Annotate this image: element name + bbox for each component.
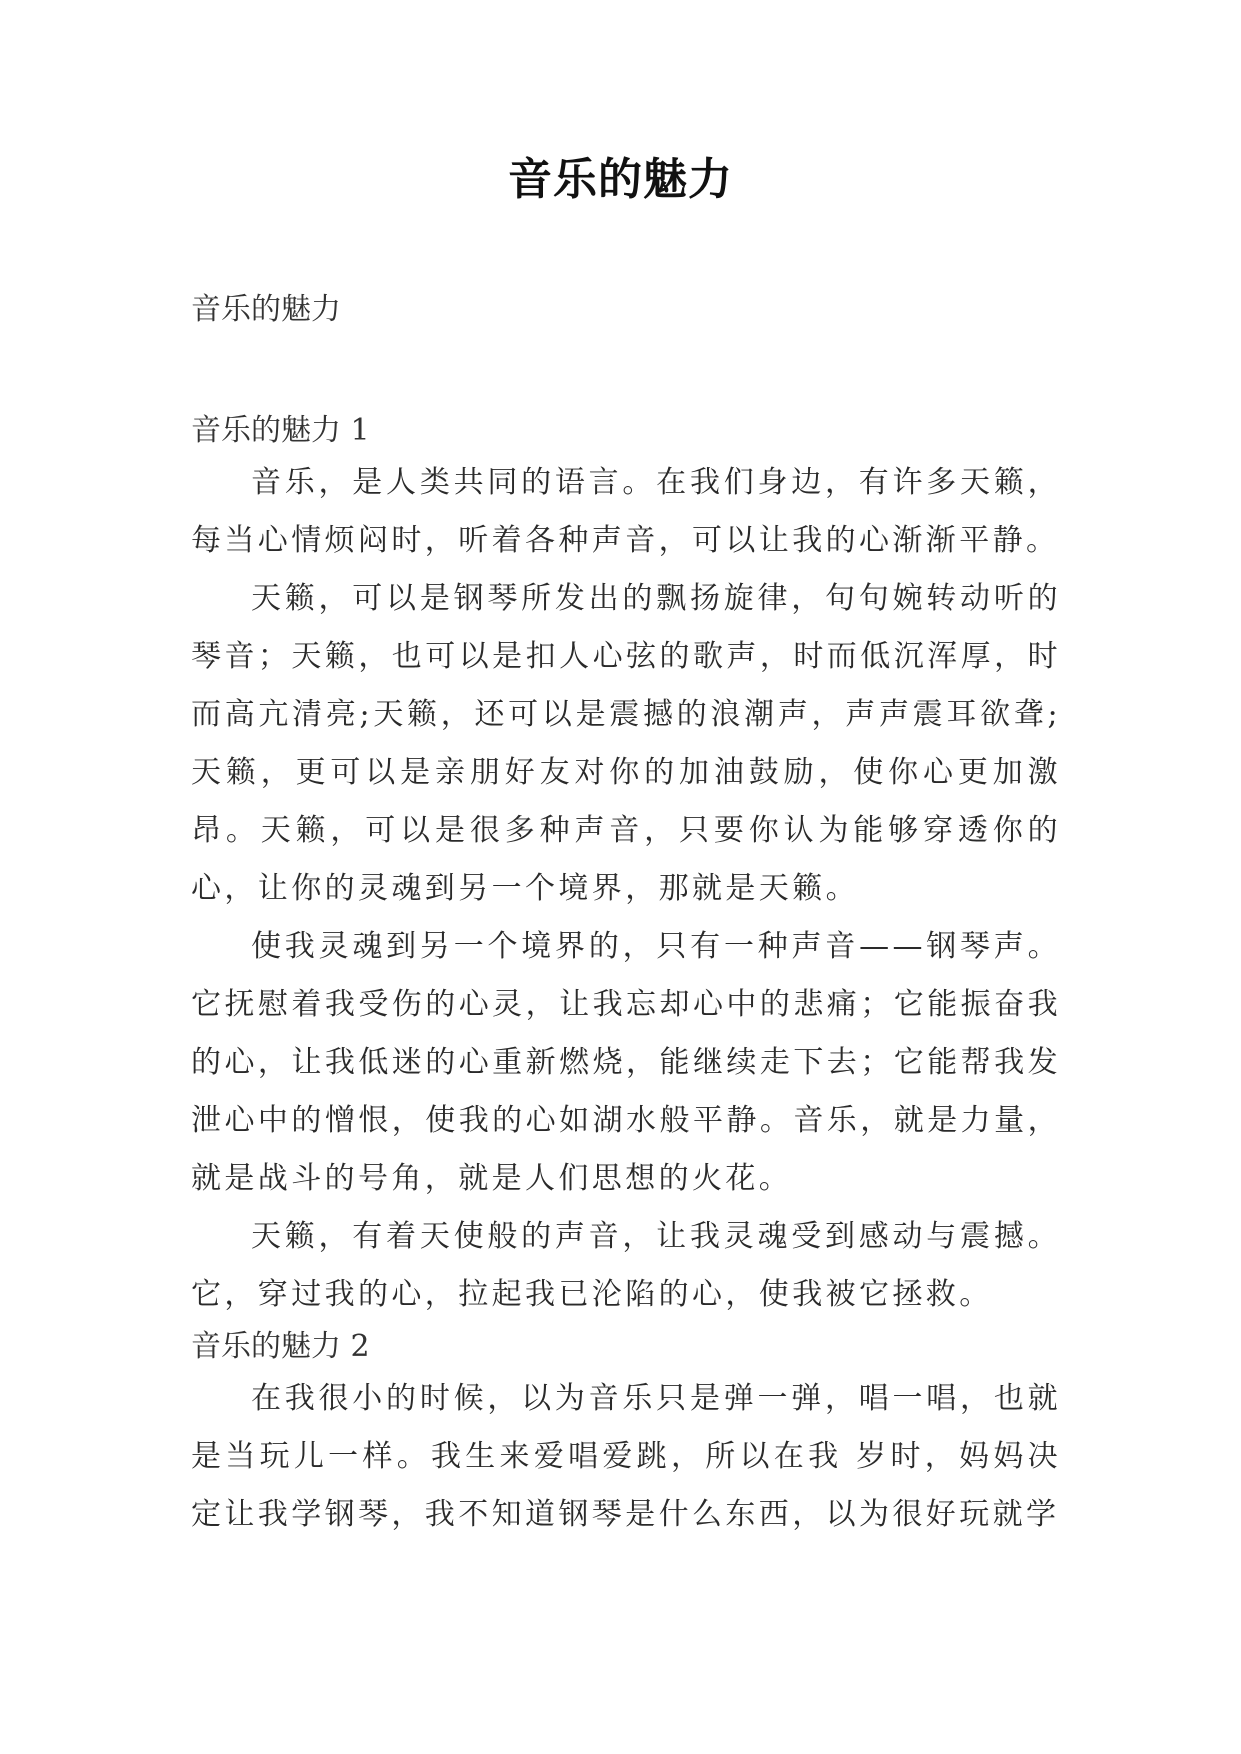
section-heading-2: 音乐的魅力 2 (191, 1329, 370, 1364)
paragraph: 天籁，可以是钢琴所发出的飘扬旋律，句句婉转动听的琴音；天籁，也可以是扣人心弦的歌声，时而低沉浑厚，时而高亢清亮;天籁，还可以是震撼的浪潮声，声声震耳欲聋;天籁，更可以是亲朋好友对你的加油鼓励，使你心更加激昂。天籁，可以是很多种声音，只要你认为能够穿透你的心，让你的灵魂到另一个境界，那就是天籁。 (191, 581, 1061, 906)
paragraph: 使我灵魂到另一个境界的，只有一种声音——钢琴声。它抚慰着我受伤的心灵，让我忘却心中的悲痛；它能振奋我的心，让我低迷的心重新燃烧，能继续走下去；它能帮我发泄心中的憎恨，使我的心如湖水般平静。音乐，就是力量，就是战斗的号角，就是人们思想的火花。 (191, 929, 1061, 1196)
document-title: 音乐的魅力 (508, 154, 733, 205)
section-heading-1: 音乐的魅力 1 (191, 413, 370, 448)
paragraph: 天籁，有着天使般的声音，让我灵魂受到感动与震撼。它，穿过我的心，拉起我已沦陷的心，使我被它拯救。 (191, 1219, 1061, 1312)
document-body (191, 408, 1061, 1544)
paragraph: 音乐，是人类共同的语言。在我们身边，有许多天籁，每当心情烦闷时，听着各种声音，可以让我的心渐渐平静。 (191, 465, 1061, 558)
paragraph: 在我很小的时候，以为音乐只是弹一弹，唱一唱，也就是当玩儿一样。我生来爱唱爱跳，所以在我 岁时，妈妈决定让我学钢琴，我不知道钢琴是什么东西，以为很好玩就学 (191, 1381, 1061, 1532)
document-subtitle: 音乐的魅力 (191, 292, 341, 327)
